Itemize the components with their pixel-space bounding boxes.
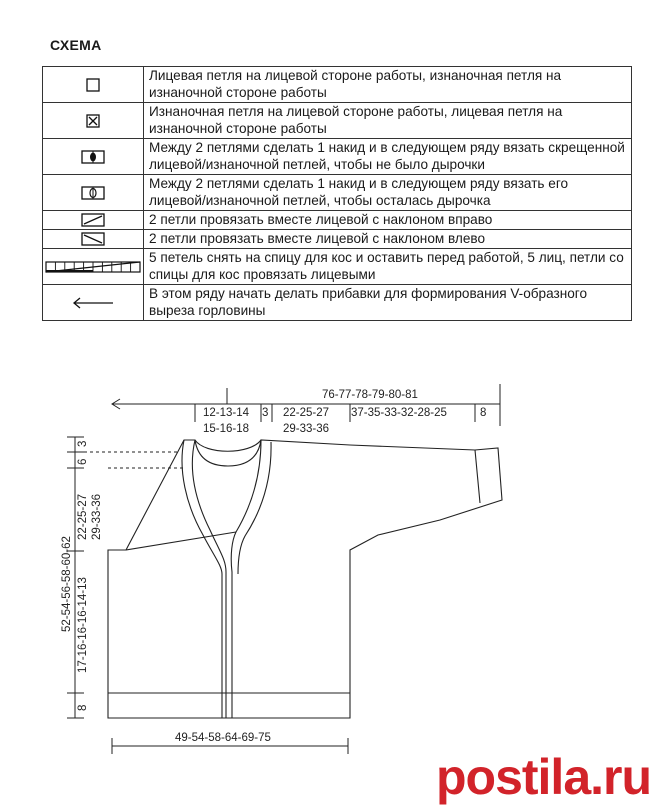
sleeve-label: 37-35-33-32-28-25 [351,407,447,419]
top-total-label: 76-77-78-79-80-81 [322,389,418,401]
watermark-logo: postila.ru [436,749,652,805]
band-label: 3 [262,407,269,419]
cuff-label: 8 [480,407,487,419]
front-band-right-inner [238,442,271,574]
legend-text: Между 2 петлями сделать 1 накид и в следующем ряду вязать скрещенной лицевой/изнаночной петлей, чтобы не было дырочки [144,139,632,175]
legend-text: 2 петли провязать вместе лицевой с наклоном влево [144,230,632,249]
shoulder-label: 29-33-36 [283,423,330,435]
cuff-line [475,450,480,503]
armhole-label: 29-33-36 [91,493,103,540]
legend-text: В этом ряду начать делать прибавки для формирования V-образного выреза горловины [144,285,632,321]
total-length-label: 52-54-56-58-60-62 [61,536,73,632]
front-band-left [192,440,226,718]
garment-outline [108,440,502,718]
legend-text: Изнаночная петля на лицевой стороне работы, лицевая петля на изнаночной стороне работы [144,103,632,139]
bottom-width-label: 49-54-58-64-69-75 [175,732,271,744]
left-top-label: 3 [77,440,89,447]
legend-text: Между 2 петлями сделать 1 накид и в следующем ряду вязать его лицевой/изнаночной петлей, чтобы осталась дырочка [144,175,632,211]
shoulder-label: 22-25-27 [283,407,330,419]
body-length-label: 17-16-16-16-14-13 [77,577,89,673]
armhole-label: 22-25-27 [77,493,89,540]
left-neck-label: 6 [77,458,89,465]
neck-width-label: 12-13-14 [203,407,250,419]
rib-height-label: 8 [77,704,89,711]
page-title: СХЕМА [50,37,102,53]
legend-text: Лицевая петля на лицевой стороне работы, изнаночная петля на изнаночной стороне работы [144,67,632,103]
legend-text: 2 петли провязать вместе лицевой с наклоном вправо [144,211,632,230]
front-band-right [231,440,261,718]
legend-text: 5 петель снять на спицу для кос и оставить перед работой, 5 лиц, петли со спицы для кос провязать лицевыми [144,249,632,285]
raglan-line-front [126,532,236,550]
front-band-left-inner [182,440,222,718]
neck-width-label: 15-16-18 [203,423,250,435]
back-neck-curve [195,440,261,451]
